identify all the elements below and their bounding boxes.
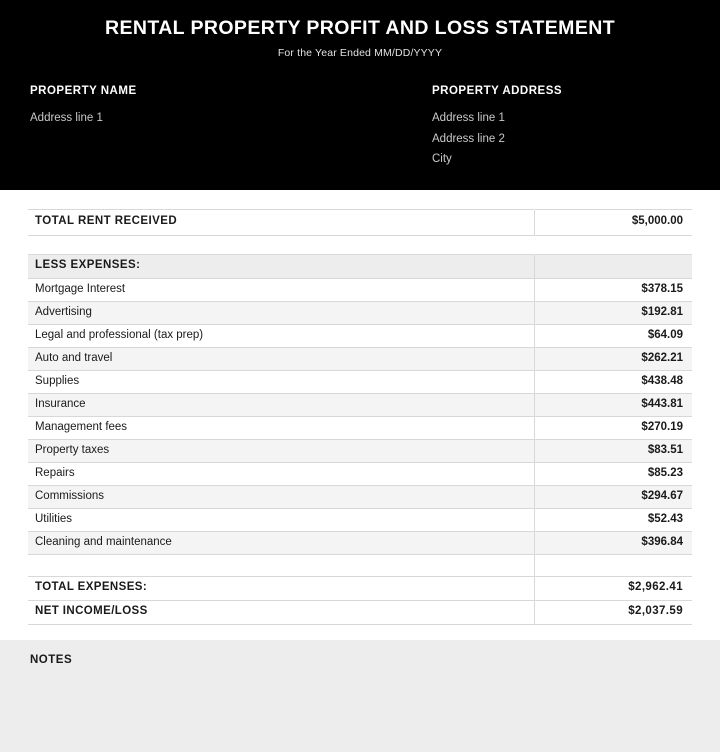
page-title: RENTAL PROPERTY PROFIT AND LOSS STATEMENT	[104, 17, 616, 39]
spacer-cell	[534, 235, 692, 254]
expenses-section-value	[534, 254, 692, 278]
table-row	[28, 278, 692, 301]
table-row	[28, 347, 692, 370]
table-row	[28, 370, 692, 393]
property-name-block	[0, 85, 416, 170]
total-expenses-label: TOTAL EXPENSES:	[28, 576, 534, 600]
expense-value[interactable]: $85.23	[534, 462, 692, 485]
expense-label: Legal and professional (tax prep)	[28, 324, 534, 347]
expense-label: Utilities	[28, 508, 534, 531]
table-spacer	[28, 235, 692, 254]
net-income-value[interactable]: $2,037.59	[534, 600, 692, 624]
table-row	[28, 508, 692, 531]
spacer-cell	[28, 190, 534, 209]
expense-value[interactable]: $396.84	[534, 531, 692, 554]
expense-value[interactable]: $438.48	[534, 370, 692, 393]
property-address-line-1[interactable]: Address line 1	[432, 112, 505, 124]
property-address-label: PROPERTY ADDRESS	[432, 85, 563, 97]
property-address-line-2[interactable]: Address line 2	[432, 132, 505, 145]
expense-value[interactable]: $294.67	[534, 485, 692, 508]
expense-value[interactable]: $270.19	[534, 416, 692, 439]
expense-label: Property taxes	[28, 439, 534, 462]
table-row	[28, 531, 692, 554]
expense-label: Repairs	[28, 462, 534, 485]
table-spacer-top	[28, 190, 692, 209]
expense-value[interactable]: $52.43	[534, 508, 692, 531]
expenses-section-label: LESS EXPENSES:	[28, 254, 534, 278]
total-rent-value[interactable]: $5,000.00	[534, 209, 692, 235]
property-address-city[interactable]: City	[432, 153, 452, 165]
page-subtitle: For the Year Ended MM/DD/YYYY	[277, 47, 443, 60]
table-row-total-rent	[28, 209, 692, 235]
property-name-label: PROPERTY NAME	[30, 85, 137, 97]
table-row	[28, 439, 692, 462]
expense-label: Mortgage Interest	[28, 278, 534, 301]
expense-label: Management fees	[28, 416, 534, 439]
expense-label: Commissions	[28, 485, 534, 508]
table-row-total-expenses	[28, 576, 692, 600]
net-income-label: NET INCOME/LOSS	[28, 600, 534, 624]
table-row-gap	[28, 554, 692, 576]
expense-value[interactable]: $83.51	[534, 439, 692, 462]
gap-cell	[28, 554, 534, 576]
table-row	[28, 393, 692, 416]
profit-loss-table	[28, 190, 692, 625]
expense-label: Supplies	[28, 370, 534, 393]
expense-label: Insurance	[28, 393, 534, 416]
notes-section[interactable]	[0, 640, 720, 752]
notes-label: NOTES	[30, 654, 73, 666]
total-expenses-value[interactable]: $2,962.41	[534, 576, 692, 600]
table-row	[28, 462, 692, 485]
spacer-cell	[28, 235, 534, 254]
expense-value[interactable]: $443.81	[534, 393, 692, 416]
property-name-value[interactable]: Address line 1	[30, 112, 103, 124]
table-row-net-income	[28, 600, 692, 624]
document-header	[0, 0, 720, 190]
expense-value[interactable]: $262.21	[534, 347, 692, 370]
table-row	[28, 301, 692, 324]
expense-label: Cleaning and maintenance	[28, 531, 534, 554]
expense-value[interactable]: $192.81	[534, 301, 692, 324]
property-address-block	[416, 85, 720, 170]
statement-body	[0, 190, 720, 625]
gap-cell	[534, 554, 692, 576]
total-rent-label: TOTAL RENT RECEIVED	[28, 209, 534, 235]
expense-label: Auto and travel	[28, 347, 534, 370]
property-info	[0, 85, 720, 170]
expense-value[interactable]: $378.15	[534, 278, 692, 301]
spacer-cell	[534, 190, 692, 209]
table-row-expenses-header	[28, 254, 692, 278]
expense-label: Advertising	[28, 301, 534, 324]
table-row	[28, 324, 692, 347]
table-row	[28, 416, 692, 439]
expense-value[interactable]: $64.09	[534, 324, 692, 347]
table-row	[28, 485, 692, 508]
